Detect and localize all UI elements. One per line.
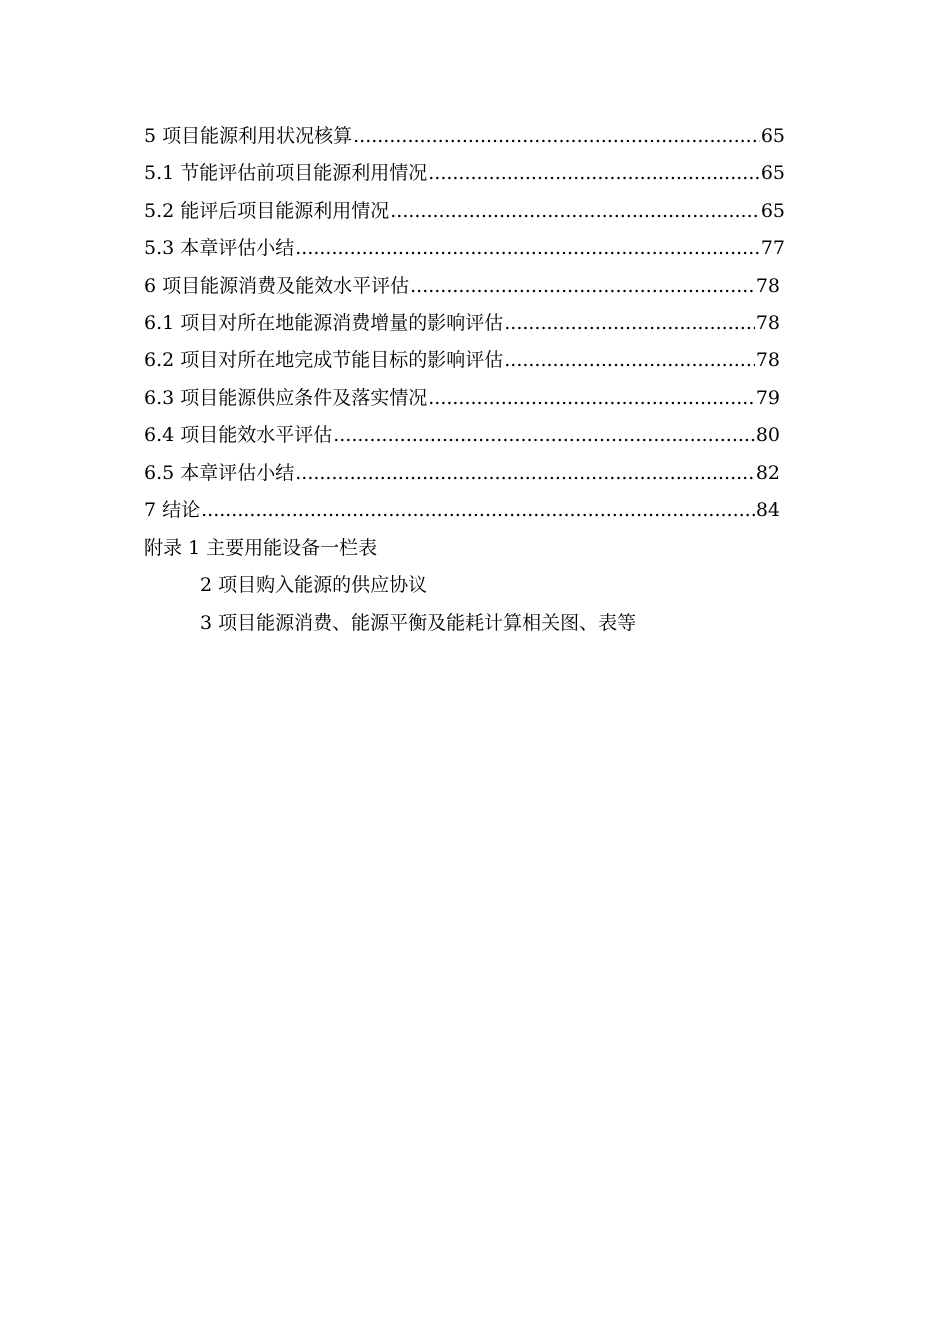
appendix-item-number: 3 xyxy=(200,611,213,634)
toc-entry-page: 78 xyxy=(755,311,780,334)
toc-entry-number: 6.5 xyxy=(144,461,175,484)
toc-entry-page: 79 xyxy=(755,386,780,409)
toc-entry-title: 项目能效水平评估 xyxy=(180,424,333,447)
toc-entry[interactable] xyxy=(144,455,780,492)
toc-entry[interactable] xyxy=(144,193,785,230)
appendix-item xyxy=(144,530,804,567)
appendix-item-number: 1 xyxy=(188,537,201,559)
toc-entry-title: 项目能源供应条件及落实情况 xyxy=(180,386,428,409)
toc-entry-page: 65 xyxy=(760,162,785,185)
toc-dot-leader xyxy=(295,230,760,267)
appendix-item xyxy=(144,605,804,642)
toc-entry-page: 84 xyxy=(755,498,780,521)
toc-entry-title: 结论 xyxy=(162,498,201,521)
toc-entry-number: 5.2 xyxy=(144,199,175,222)
toc-entry-title: 项目能源消费及能效水平评估 xyxy=(162,274,410,297)
toc-dot-leader xyxy=(428,380,755,417)
toc-entry[interactable] xyxy=(144,155,785,192)
toc-entry-title: 项目对所在地能源消费增量的影响评估 xyxy=(180,311,504,334)
appendix-item xyxy=(144,567,804,604)
toc-dot-leader xyxy=(295,455,755,492)
toc-entry-number: 6.4 xyxy=(144,424,175,447)
appendix-item-title: 项目购入能源的供应协议 xyxy=(218,574,428,597)
toc-entry-page: 78 xyxy=(755,274,780,297)
toc-dot-leader xyxy=(353,118,760,155)
toc-entry-title: 能评后项目能源利用情况 xyxy=(180,199,390,222)
toc-entry-title: 本章评估小结 xyxy=(180,461,295,484)
toc-dot-leader xyxy=(504,342,755,379)
toc-entry[interactable] xyxy=(144,342,780,379)
toc-entry-title: 项目能源利用状况核算 xyxy=(162,125,353,147)
toc-dot-leader xyxy=(410,268,755,305)
toc-entry[interactable] xyxy=(144,230,785,267)
toc-entry[interactable] xyxy=(144,268,780,305)
toc-entry-title: 节能评估前项目能源利用情况 xyxy=(180,162,428,185)
toc-entry-page: 77 xyxy=(760,237,785,260)
toc-entry[interactable] xyxy=(144,305,780,342)
toc-entry-number: 5.1 xyxy=(144,162,175,185)
toc-entry-page: 65 xyxy=(760,125,785,147)
toc-entry-number: 5.3 xyxy=(144,237,175,260)
appendix-item-title: 项目能源消费、能源平衡及能耗计算相关图、表等 xyxy=(218,611,637,634)
toc-entry[interactable] xyxy=(144,118,785,155)
toc-entry-title: 本章评估小结 xyxy=(180,237,295,260)
toc-entry-page: 78 xyxy=(755,349,780,372)
toc-entry[interactable] xyxy=(144,492,780,529)
toc-dot-leader xyxy=(504,305,755,342)
toc-entry-page: 82 xyxy=(755,461,780,484)
toc-entry-number: 5 xyxy=(144,125,157,147)
toc-entry-number: 6.1 xyxy=(144,311,175,334)
toc-entry-title: 项目对所在地完成节能目标的影响评估 xyxy=(180,349,504,372)
toc-dot-leader xyxy=(333,417,755,454)
toc-entry-page: 65 xyxy=(760,199,785,222)
appendix-item-number: 2 xyxy=(200,574,213,597)
toc-entry-page: 80 xyxy=(755,424,780,447)
toc-entry-number: 6 xyxy=(144,274,157,297)
appendix-list xyxy=(144,530,804,642)
toc-entry-number: 7 xyxy=(144,498,157,521)
table-of-contents xyxy=(144,118,804,529)
toc-entry-number: 6.3 xyxy=(144,386,175,409)
toc-entry[interactable] xyxy=(144,380,780,417)
toc-dot-leader xyxy=(390,193,760,230)
toc-entry-number: 6.2 xyxy=(144,349,175,372)
toc-entry[interactable] xyxy=(144,417,780,454)
appendix-item-title: 主要用能设备一栏表 xyxy=(206,537,378,559)
appendix-label: 附录 xyxy=(144,537,183,559)
toc-dot-leader xyxy=(428,155,760,192)
toc-dot-leader xyxy=(201,492,755,529)
